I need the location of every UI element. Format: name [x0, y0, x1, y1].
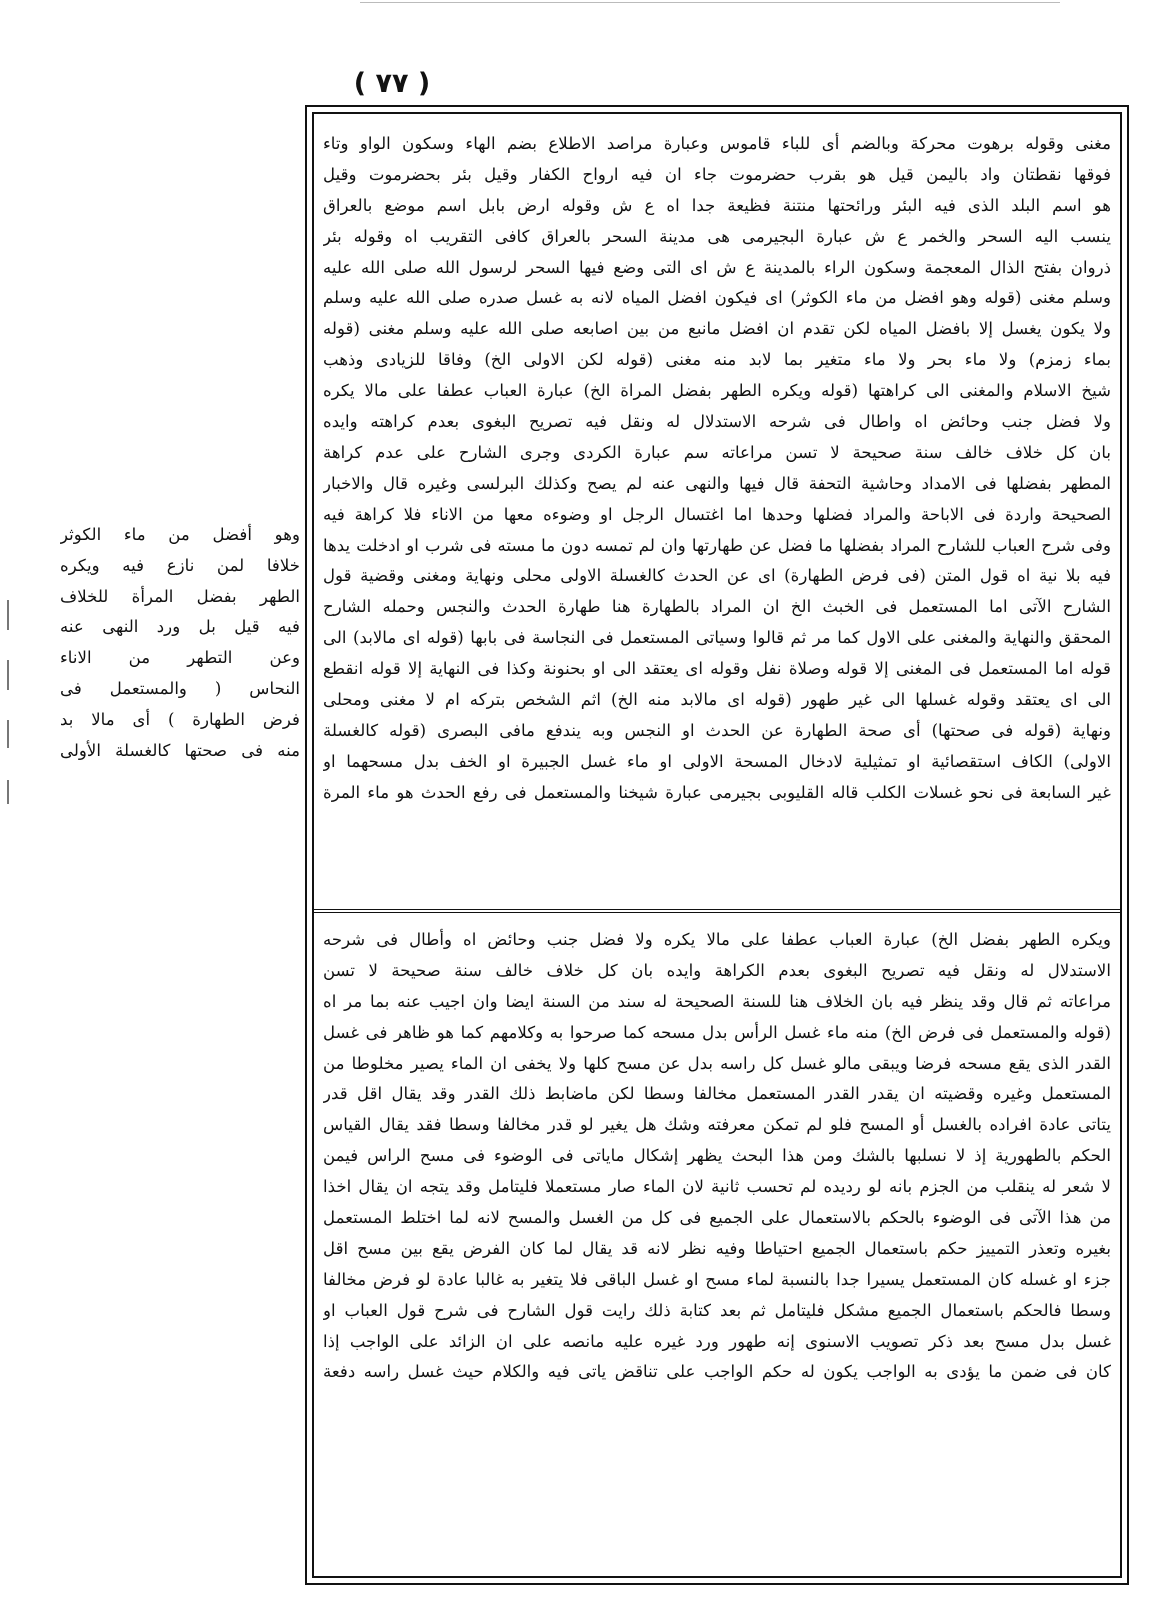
margin-note-line: وعن التطهر من الاناء [60, 648, 300, 668]
text-line: الى اى يعتقد وقوله غسلها الى غير طهور (قوله اى مالابد منه الخ) اثم الشخص بتركه ام لا مغنى ومحلى [323, 690, 1111, 710]
scan-edge-mark [7, 660, 9, 690]
text-line: شيخ الاسلام والمغنى الى كراهتها (قوله ويكره الطهر بفضل المراة الخ) عبارة العباب عطفا على مالا يكره [323, 381, 1111, 401]
text-line: جزء او غسله كان المستعمل يسيرا جدا بالنسبة لماء مسح او غسل الباقى فلا يتغير به غالبا عادة لو فرض مخالفا [323, 1269, 1111, 1289]
text-line: المستعمل وغيره وقضيته ان يقدر القدر المستعمل مخالفا وسطا لكن ماضابط ذلك القدر وقد يقال اقل قدر [323, 1084, 1111, 1104]
scan-edge-mark [7, 600, 9, 630]
text-line: ولا فضل جنب وحائض اه واطال فى شرحه الاستدلال له ونقل فيه تصريح البغوى بعدم كراهته وايده [323, 412, 1111, 432]
text-line: الاستدلال له ونقل فيه تصريح البغوى بعدم الكراهة وايده بان كل خلاف خالف سنة صحيحة لا تسن [323, 960, 1111, 980]
scan-edge-mark [7, 780, 9, 804]
margin-note-line: خلافا لمن نازع فيه ويكره [60, 555, 300, 575]
margin-note-line: فرض الطهارة ) أى مالا بد [60, 709, 300, 729]
text-line: الحكم بالطهورية إذ لا نسلبها بالشك ومن هذا البحث يظهر إشكال ماياتى فى الوضوء فى مسح الراس فيمن [323, 1146, 1111, 1166]
text-line: (قوله والمستعمل فى فرض الخ) منه ماء غسل الرأس بدل مسحه كما صرحوا به وكلامهم كما هو ظاهر فى غسل [323, 1022, 1111, 1042]
text-line: ونهاية (قوله فى صحتها) أى صحة الطهارة عن الحدث او النجس وبه يندفع مافى البصرى (قوله كالغسلة [323, 720, 1111, 740]
text-line: وسلم مغنى (قوله وهو افضل من ماء الكوثر) اى فيكون افضل المياه لانه به غسل صدره صلى الله عليه وسلم [323, 288, 1111, 308]
text-line: يتاتى عادة افراده بالغسل أو المسح فلو لم تمكن معرفته وشك هل يغير لو قدر مخالفا وسطا فقد يقال القياس [323, 1115, 1111, 1135]
margin-note-line: وهو أفضل من ماء الكوثر [60, 525, 300, 544]
section-divider [314, 909, 1120, 913]
text-line: ينسب اليه السحر والخمر ع ش عبارة البجيرمى هى مدينة السحر بالعراق كافى التقريب اه وقوله بئر [323, 226, 1111, 246]
text-line: ذروان بفتح الذال المعجمة وسكون الراء بالمدينة ع ش اى التى وضع فيها السحر لرسول الله صلى الله عليه [323, 257, 1111, 277]
margin-note [60, 520, 300, 766]
main-text-bottom [323, 925, 1111, 1571]
text-line: الاولى) الكاف استقصائية او تمثيلية لادخال المسحة الاولى او ماء غسل الجبيرة او الخف بدل مسحهما او [323, 751, 1111, 771]
text-line: من هذا الآتى فى الوضوء بالحكم بالاستعمال على الجميع فى كل من الغسل والمسح لانه لما اختلط المستعمل [323, 1208, 1111, 1228]
text-line: الصحيحة واردة فى الاباحة والمراد فضلها وحدها اما اغتسال الرجل او وضوءه معها من الاناء فلا كراهة فيه [323, 504, 1111, 524]
text-line: فيه بلا نية اه قول المتن (فى فرض الطهارة) اى عن الحدث كالغسلة الاولى محلى ونهاية ومغنى وقضية قول [323, 566, 1111, 586]
text-line: فوقها نقطتان واد باليمن قيل هو بقرب حضرموت جاء ان فيه ارواح الكفار وقيل بئر بحضرموت وقيل [323, 164, 1111, 184]
text-line: بان كل خلاف خالف سنة صحيحة لا تسن مراعاته سم عبارة الكردى وجرى الشارح على عدم كراهة [323, 442, 1111, 462]
text-line: مغنى وقوله برهوت محركة وبالضم أى للباء قاموس وعبارة مراصد الاطلاع بضم الهاء وسكون الواو وتاء [323, 134, 1111, 153]
page-number: ( ٧٧ ) [353, 68, 431, 99]
text-line: ويكره الطهر بفضل الخ) عبارة العباب عطفا على مالا يكره ولا فضل جنب وحائض اه وأطال فى شرحه [323, 930, 1111, 949]
margin-note-line: الطهر بفضل المرأة للخلاف [60, 586, 300, 606]
text-line: بماء زمزم) ولا ماء بحر ولا ماء متغير بما لابد منه مغنى (قوله لكن الاولى الخ) وفاقا للزيادى وذهب [323, 350, 1111, 370]
text-line: لا شعر له ينقلب من الجزم بانه لو رديده لم تحسب ثانية لان الماء صار مستعملا فليتامل وقد يتجه ان يقال اخذا [323, 1177, 1111, 1197]
top-scan-rule [360, 2, 1060, 3]
margin-note-line: النحاس ( والمستعمل فى [60, 678, 300, 698]
text-line: وفى شرح العباب للشارح المراد بفضلها ما فضل عن طهارتها وان لم تمسه دون ما مسته فى شرب او ادخلت يدها [323, 535, 1111, 555]
text-line: غير السابعة فى نحو غسلات الكلب قاله القليوبى بجيرمى عبارة شيخنا والمستعمل فى رفع الحدث هو ماء المرة [323, 782, 1111, 802]
text-line: بغيره وتعذر التمييز حكم باستعمال الجميع احتياطا وفيه نظر لانه قد يقال لما كان الفرض يقع بين مسح اقل [323, 1238, 1111, 1258]
text-line: القدر الذى يقع مسحه فرضا ويبقى مالو غسل كل راسه بدل عن مسح كلها ولا يخفى ان الماء يصير مخلوطا من [323, 1053, 1111, 1073]
text-line: المحقق والنهاية والمغنى على الاول كما مر ثم قالوا وسياتى المستعمل فى النجاسة فى بابها (قوله اى مالابد) الى [323, 628, 1111, 648]
margin-note-line: منه فى صحتها كالغسلة الأولى [60, 740, 300, 760]
text-line: غسل بدل مسح بعد ذكر تصويب الاسنوى إنه طهور ورد غيره عليه مانصه على ان الزائد على الواجب إذا [323, 1331, 1111, 1351]
text-line: كان فى ضمن ما يؤدى به الواجب يكون له حكم الواجب على تناقض ياتى فيه والكلام حيث غسل راسه دفعة [323, 1362, 1111, 1382]
scan-edge-mark [7, 720, 9, 748]
text-line: مراعاته ثم قال وقد ينظر فيه بان الخلاف هنا للسنة الصحيحة له سند من السنة ايضا وان اجيب عنه بما مر اه [323, 991, 1111, 1011]
page-frame [305, 105, 1129, 1585]
text-line: وسطا فالحكم باستعمال الجميع مشكل فليتامل ثم بعد كتابة ذلك رايت قول الشارح فى شرح قول العباب او [323, 1300, 1111, 1320]
text-line: الشارح الآتى اما المستعمل فى الخبث الخ ان المراد بالطهارة هنا طهارة الحدث والنجس وحمله الشارح [323, 597, 1111, 617]
margin-note-line: فيه قيل بل ورد النهى عنه [60, 617, 300, 637]
text-line: ولا يكون يغسل إلا بافضل المياه لكن تقدم ان افضل مانبع من بين اصابعه صلى الله عليه وسلم مغنى (قوله [323, 319, 1111, 339]
text-line: هو اسم البلد الذى فيه البئر ورائحتها منتنة فظيعة جدا اه ع ش وقوله ارض بابل اسم موضع بالعراق [323, 195, 1111, 215]
text-line: قوله اما المستعمل فى المغنى إلا قوله وصلاة نفل وقوله اى يعتقد الى او بحنونة وكذا فى النهاية إلا قوله انقطع [323, 659, 1111, 679]
main-text-top [323, 129, 1111, 901]
text-line: المطهر بفضلها فى الامداد وحاشية التحفة قال فيها والنهى عنه لم يصح وكذلك البرلسى وغيره قال والاخبار [323, 473, 1111, 493]
